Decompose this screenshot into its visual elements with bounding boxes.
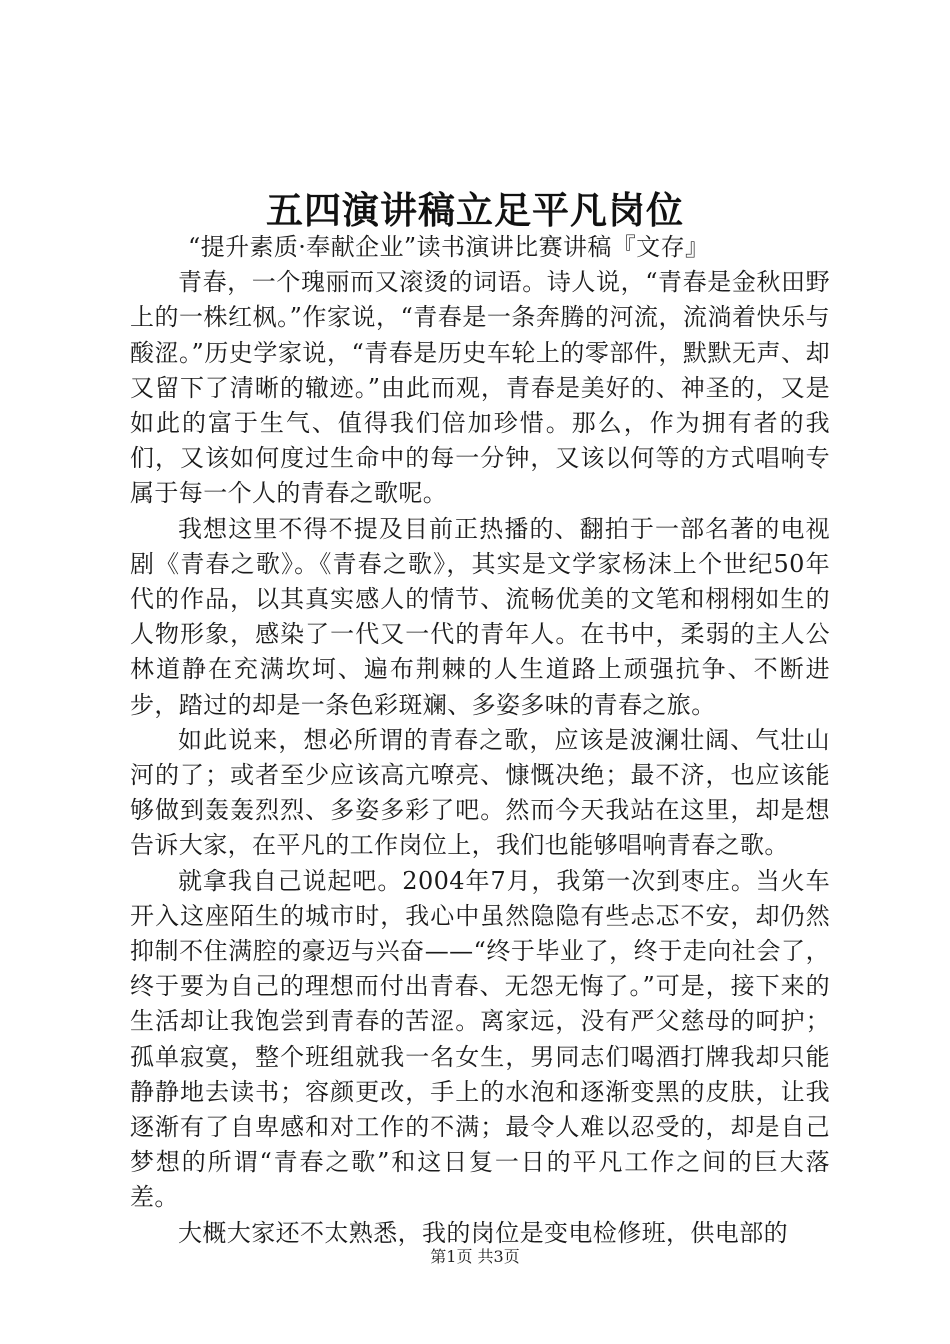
- document-subtitle: “提升素质·奉献企业”读书演讲比赛讲稿『文存』: [188, 233, 710, 261]
- document-title: 五四演讲稿立足平凡岗位: [266, 188, 684, 232]
- document-body: [130, 230, 830, 1251]
- paragraph-5: 大概大家还不太熟悉，我的岗位是变电检修班，供电部的: [178, 1218, 788, 1247]
- page-footer: 第1页 共3页: [430, 1247, 520, 1266]
- paragraph-4: 就拿我自己说起吧。2004年7月，我第一次到枣庄。当火车开入这座陌生的城市时，我心中虽然隐隐有些忐忑不安，却仍然抑制不住满腔的豪迈与兴奋——“终于毕业了，终于走向社会了，终于要为自己的理想而付出青春、无怨无悔了。”可是，接下来的生活却让我饱尝到青春的苦涩。离家远，没有严父慈母的呵护；孤单寂寞，整个班组就我一名女生，男同志们喝酒打牌我却只能静静地去读书；容颜更改，手上的水泡和逐渐变黑的皮肤，让我逐渐有了自卑感和对工作的不满；最令人难以忍受的，却是自己梦想的所谓“青春之歌”和这日复一日的平凡工作之间的巨大落差。: [130, 866, 830, 1212]
- paragraph-1: 青春，一个瑰丽而又滚烫的词语。诗人说，“青春是金秋田野上的一株红枫。”作家说，“青春是一条奔腾的河流，流淌着快乐与酸涩。”历史学家说，“青春是历史车轮上的零部件，默默无声、却又留下了清晰的辙迹。”由此而观，青春是美好的、神圣的，又是如此的富于生气、值得我们倍加珍惜。那么，作为拥有者的我们，又该如何度过生命中的每一分钟，又该以何等的方式唱响专属于每一个人的青春之歌呢。: [130, 268, 830, 508]
- paragraph-2: 我想这里不得不提及目前正热播的、翻拍于一部名著的电视剧《青春之歌》。《青春之歌》，其实是文学家杨沫上个世纪50年代的作品，以其真实感人的情节、流畅优美的文笔和栩栩如生的人物形象，感染了一代又一代的青年人。在书中，柔弱的主人公林道静在充满坎坷、遍布荆棘的人生道路上顽强抗争、不断进步，踏过的却是一条色彩斑斓、多姿多味的青春之旅。: [130, 514, 830, 719]
- paragraph-3: 如此说来，想必所谓的青春之歌，应该是波澜壮阔、气壮山河的了；或者至少应该高亢嘹亮、慷慨决绝；最不济，也应该能够做到轰轰烈烈、多姿多彩了吧。然而今天我站在这里，却是想告诉大家，在平凡的工作岗位上，我们也能够唱响青春之歌。: [130, 725, 830, 860]
